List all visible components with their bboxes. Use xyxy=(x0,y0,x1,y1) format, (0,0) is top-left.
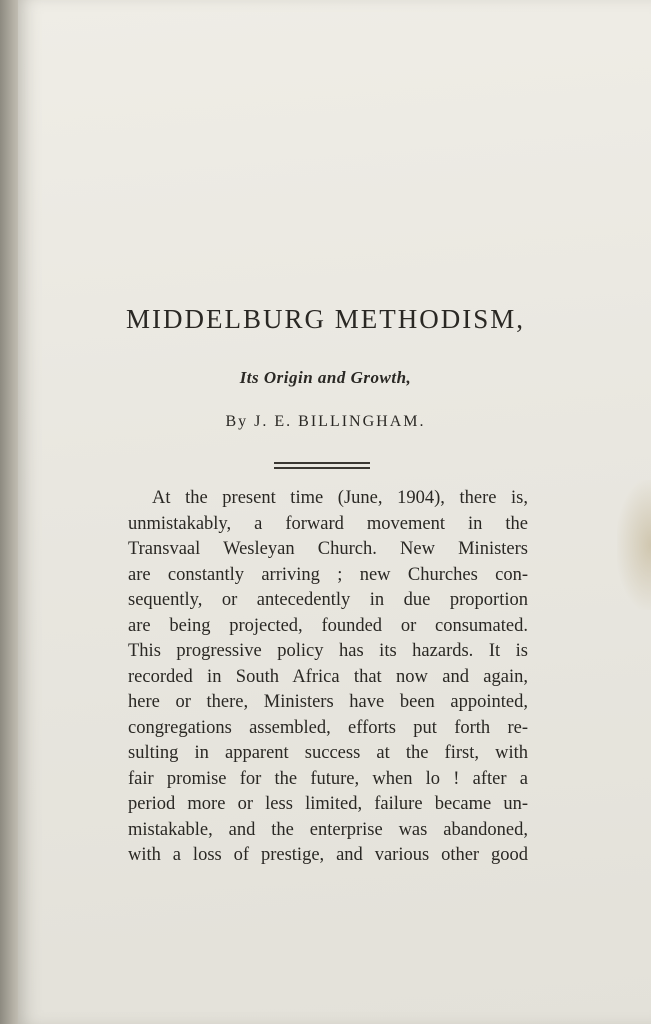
author-byline: By J. E. BILLINGHAM. xyxy=(225,413,426,430)
text-line: mistakable, and the enterprise was abandoned, xyxy=(128,819,528,840)
text-line: This progressive policy has its hazards. It is xyxy=(128,641,528,661)
text-line: unmistakably, a forward movement in the xyxy=(128,513,528,534)
text-line: sequently, or antecedently in due proportion xyxy=(128,590,528,610)
text-line: period more or less limited, failure became un- xyxy=(128,794,528,814)
paper-stain xyxy=(617,480,651,610)
text-line: congregations assembled, efforts put forth re- xyxy=(128,717,528,738)
text-line: are being projected, founded or consumated. xyxy=(128,615,528,636)
text-line: recorded in South Africa that now and again, xyxy=(128,666,528,687)
text-line: sulting in apparent success at the first, with xyxy=(128,743,528,763)
text-line: fair promise for the future, when lo ! after a xyxy=(128,768,528,789)
text-line: here or there, Ministers have been appointed, xyxy=(128,692,528,712)
double-rule-top xyxy=(274,462,370,464)
double-rule-bottom xyxy=(274,467,370,469)
text-line: At the present time (June, 1904), there is, xyxy=(152,488,528,508)
page-title: MIDDELBURG METHODISM, xyxy=(126,304,525,334)
body-paragraph xyxy=(128,486,528,869)
page-subtitle: Its Origin and Growth, xyxy=(239,368,412,387)
text-line: are constantly arriving ; new Churches con- xyxy=(128,564,528,585)
text-line: Transvaal Wesleyan Church. New Ministers xyxy=(128,539,528,559)
text-line: with a loss of prestige, and various other good xyxy=(128,845,528,865)
